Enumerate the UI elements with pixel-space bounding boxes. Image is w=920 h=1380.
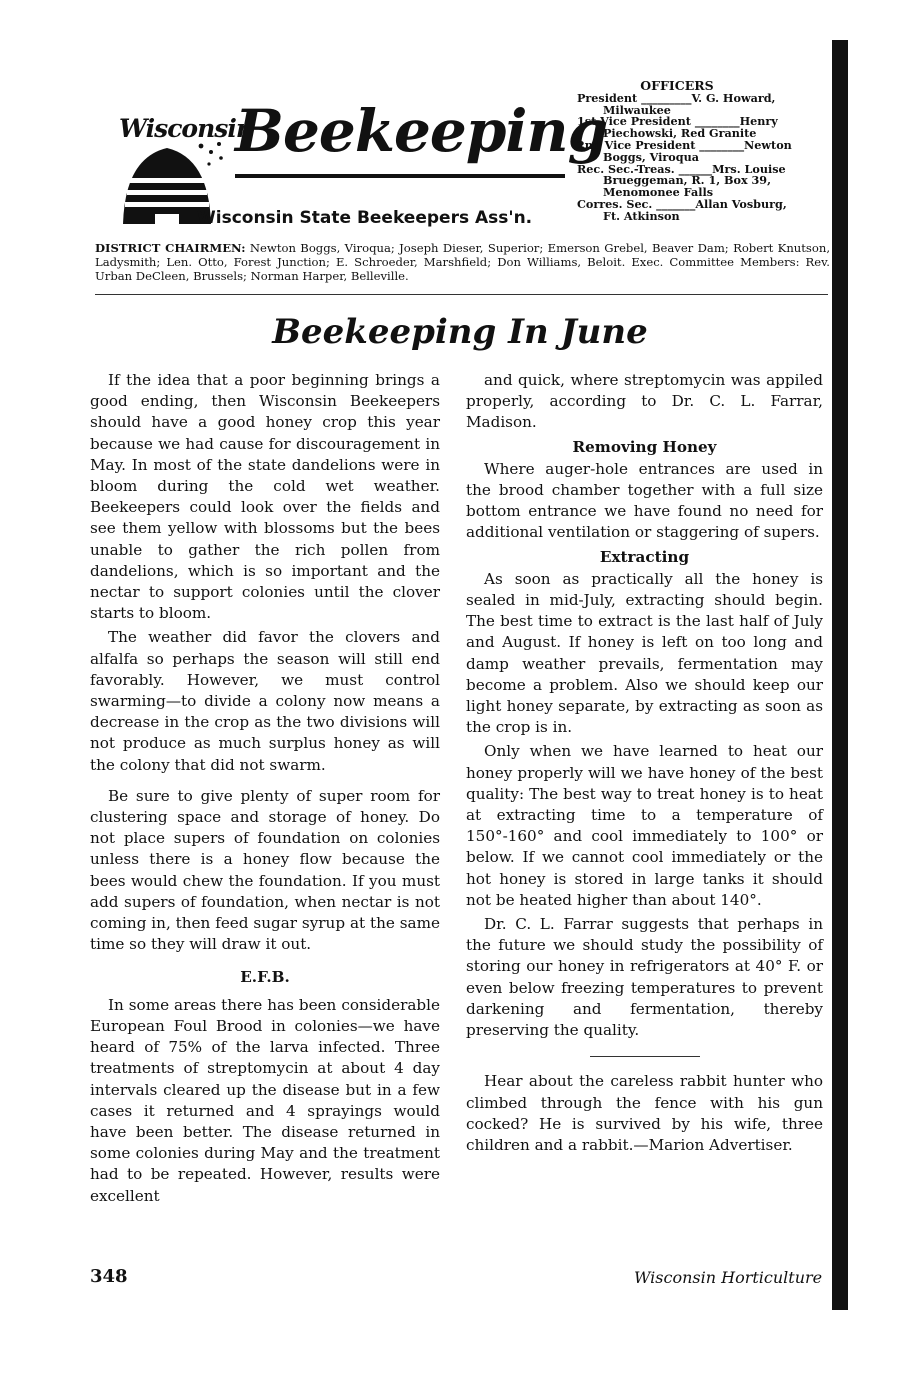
masthead — [95, 97, 608, 230]
officer-line: Piechowski, Red Granite — [603, 126, 757, 141]
officer-line: Milwaukee — [603, 102, 671, 117]
paragraph: Only when we have learned to heat our honey properly will we have honey of the best quality: The best way to treat honey is to heat at extracting time to a temperature of 150°-160° and cool immediately to 100° or below. If we cannot cool immediately or the hot honey is stored in large tanks it should not be heated higher than about 140°. — [466, 742, 823, 909]
publication-name: Wisconsin Horticulture — [634, 1268, 823, 1287]
officer-line: Menomonee Falls — [603, 185, 714, 200]
left-column — [90, 370, 440, 1210]
masthead-title: Beekeeping — [235, 97, 608, 165]
masthead-script: Wisconsin — [119, 114, 254, 143]
paragraph: Be sure to give plenty of super room for clustering space and storage of honey. Do not place supers of foundation on colonies unless there is a honey flow because the bees would chew the foundation. If you must add supers of foundation, when nectar is not coming in, then feed sugar syrup at the same time so they will draw it out. — [90, 786, 440, 954]
paragraph: Dr. C. L. Farrar suggests that perhaps in the future we should study the possibility of storing our honey in refrigerators at 40° F. or even below freezing temperatures to prevent darkening and fermentation, thereby preserving the quality. — [466, 915, 823, 1040]
officer-line: President _________V. G. Howard, — [577, 90, 776, 105]
paragraph: If the idea that a poor beginning brings a good ending, then Wisconsin Beekeepers should have a good honey crop this year because we had cause for discouragement in May. In most of the state dandelions were in bloom during the cold wet weather. Beekeepers could look over the fields and see them yellow with blossoms but the bees unable to gather the rich pollen from dandelions, which is so important and the nectar to support colonies until the clover starts to bloom. — [90, 371, 440, 623]
filler-joke: Hear about the careless rabbit hunter who climbed through the fence with his gun cocked? He is survived by his wife, three children and a rabbit.—Marion Advertiser. — [466, 1072, 823, 1154]
paragraph: and quick, where streptomycin was appiled properly, according to Dr. C. L. Farrar, Madison. — [466, 371, 823, 432]
right-column — [466, 370, 823, 1159]
officer-line: 2nd Vice President ________Newton — [577, 137, 792, 152]
officers-title: OFFICERS — [640, 78, 714, 93]
district-chairmen — [95, 241, 830, 284]
subheading-extracting: Extracting — [599, 547, 690, 566]
page-number: 348 — [90, 1266, 128, 1287]
district-label: DISTRICT CHAIRMEN: — [95, 241, 246, 255]
separator-rule — [590, 1056, 700, 1057]
officer-line: 1st Vice President ________Henry — [577, 114, 778, 129]
divider-rule — [95, 294, 828, 295]
paragraph: The weather did favor the clovers and alfalfa so perhaps the season will still end favorably. However, we must control swarming—to divide a colony now means a decrease in the crop as the two divisions will not produce as much surplus honey as will the colony that did not swarm. — [90, 628, 440, 774]
masthead-underline — [235, 174, 565, 178]
subheading-efb: E.F.B. — [240, 968, 290, 987]
association-name: Wisconsin State Beekeepers Ass'n. — [197, 208, 533, 228]
paragraph: As soon as practically all the honey is sealed in mid-July, extracting should begin. The best time to extract is the last half of July and August. If honey is left on too long and damp weather prevails, fermentation may become a problem. Also we should keep our light honey separate, by extracting as soon as the crop is in. — [466, 569, 823, 737]
paragraph: Where auger-hole entrances are used in the brood chamber together with a full size bottom entrance we have found no need for additional ventilation or staggering of supers. — [466, 459, 823, 542]
page-edge-bar — [832, 40, 848, 1310]
officer-line: Corres. Sec. _______Allan Vosburg, — [577, 196, 787, 211]
officer-line: Boggs, Viroqua — [603, 149, 699, 164]
officer-line: Ft. Atkinson — [603, 208, 680, 223]
officer-line: Brueggeman, R. 1, Box 39, — [603, 173, 771, 188]
officer-line: Rec. Sec.-Treas. ______Mrs. Louise — [577, 161, 786, 176]
article-headline: Beekeeping In June — [272, 312, 648, 352]
officers-box — [577, 80, 827, 223]
subheading-removing-honey: Removing Honey — [572, 437, 717, 456]
district-text: Newton Boggs, Viroqua; Joseph Dieser, Superior; Emerson Grebel, Beaver Dam; Robert Knutson, Ladysmith; Len. Otto, Forest Junction; E. Schroeder, Marshfield; Don Williams, Beloit. Exec. Committee Members: Rev. Urban DeCleen, Brussels; Norman Harper, Belleville. — [95, 241, 831, 284]
paragraph: In some areas there has been considerable European Foul Brood in colonies—we have heard of 75% of the larva infected. Three treatments of streptomycin at about 4 day intervals cleared up the disease but in a few cases it returned and 4 sprayings would have been better. The disease returned in some colonies during May and the treatment had to be repeated. However, results were excellent — [90, 995, 440, 1205]
